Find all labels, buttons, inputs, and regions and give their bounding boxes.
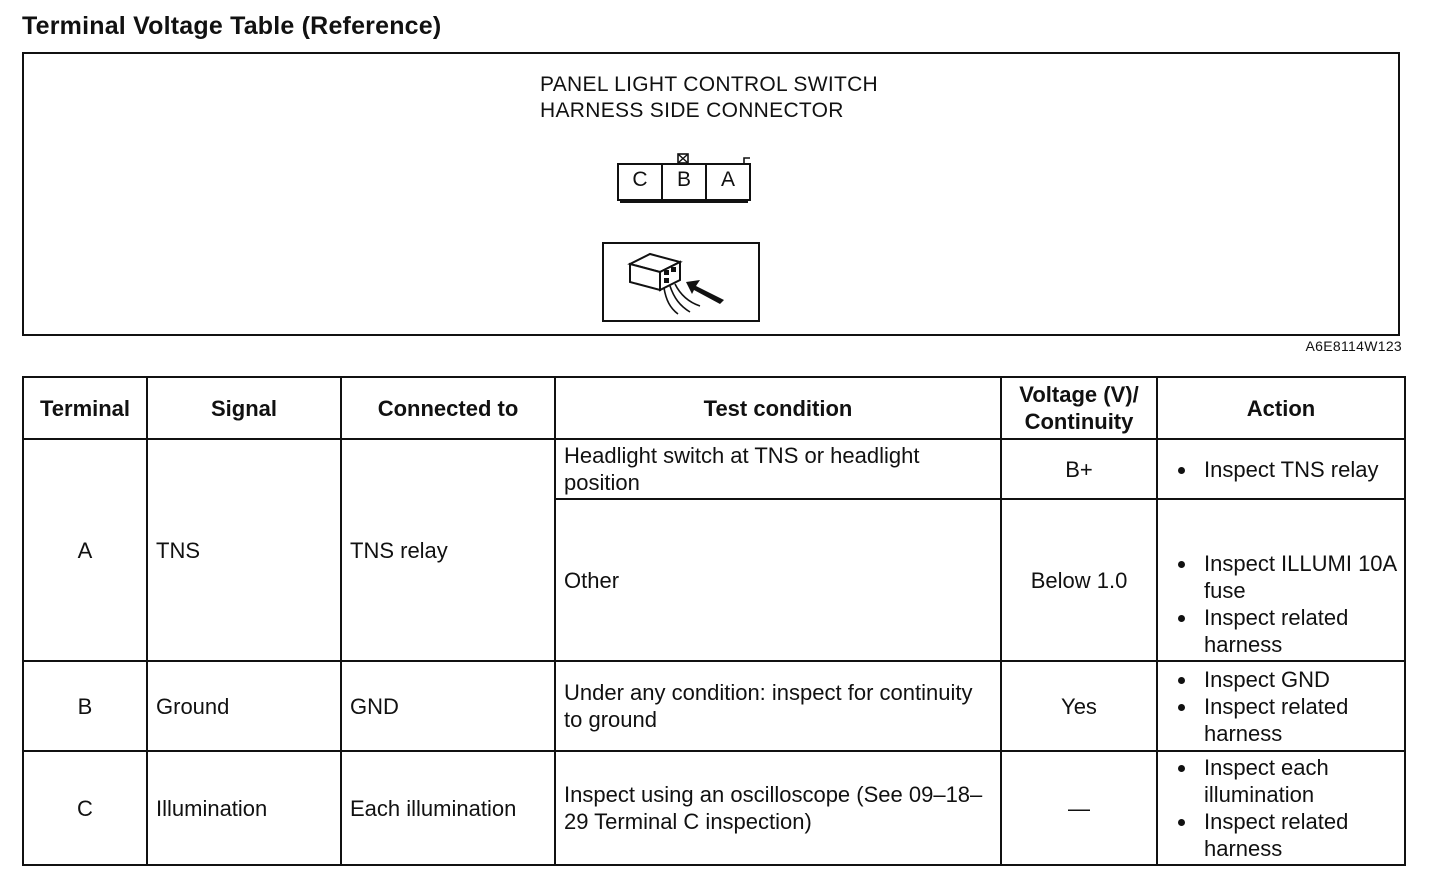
- pin-b-label: B: [676, 168, 691, 191]
- harness-side-view-icon: [602, 242, 760, 322]
- header-connected-to: Connected to: [341, 377, 555, 439]
- pin-c-label: C: [632, 168, 648, 191]
- connector-diagram: [22, 52, 1400, 336]
- cell-terminal: C: [23, 751, 147, 865]
- header-action: Action: [1157, 377, 1405, 439]
- page-title: Terminal Voltage Table (Reference): [22, 12, 442, 40]
- cell-test-condition: Headlight switch at TNS or headlight position: [555, 439, 1001, 499]
- action-item: Inspect ILLUMI 10A fuse: [1166, 550, 1396, 604]
- cell-signal: Ground: [147, 661, 341, 751]
- cell-voltage: Yes: [1001, 661, 1157, 751]
- cell-test-condition: Under any condition: inspect for continuity to ground: [555, 661, 1001, 751]
- cell-action: [1157, 439, 1405, 499]
- figure-code: A6E8114W123: [1305, 338, 1402, 354]
- cell-voltage: B+: [1001, 439, 1157, 499]
- action-item: Inspect TNS relay: [1166, 456, 1396, 483]
- cell-action: [1157, 499, 1405, 661]
- table-row: [23, 751, 1405, 865]
- cell-voltage: —: [1001, 751, 1157, 865]
- action-item: Inspect each illumination: [1166, 754, 1396, 808]
- action-item: Inspect GND: [1166, 666, 1396, 693]
- terminal-voltage-table: [22, 376, 1406, 866]
- cell-signal: Illumination: [147, 751, 341, 865]
- header-voltage-line1: Voltage (V)/: [1019, 382, 1139, 407]
- cell-test-condition: Other: [555, 499, 1001, 661]
- header-test-condition: Test condition: [555, 377, 1001, 439]
- action-item: Inspect related harness: [1166, 604, 1396, 658]
- cell-action: [1157, 751, 1405, 865]
- cell-action: [1157, 661, 1405, 751]
- cell-terminal: A: [23, 439, 147, 661]
- pin-a-label: A: [720, 168, 735, 191]
- header-voltage: [1001, 377, 1157, 439]
- cell-test-condition: Inspect using an oscilloscope (See 09–18–29 Terminal C inspection): [555, 751, 1001, 865]
- diagram-label-line2: HARNESS SIDE CONNECTOR: [540, 99, 844, 122]
- table-row: [23, 661, 1405, 751]
- header-voltage-line2: Continuity: [1024, 409, 1134, 434]
- cell-terminal: B: [23, 661, 147, 751]
- action-item: Inspect related harness: [1166, 693, 1396, 747]
- cell-connected-to: Each illumination: [341, 751, 555, 865]
- cell-signal: TNS: [147, 439, 341, 661]
- table-row: [23, 439, 1405, 499]
- cell-connected-to: TNS relay: [341, 439, 555, 661]
- cell-voltage: Below 1.0: [1001, 499, 1157, 661]
- header-terminal: Terminal: [23, 377, 147, 439]
- header-signal: Signal: [147, 377, 341, 439]
- diagram-label-line1: PANEL LIGHT CONTROL SWITCH: [540, 73, 879, 96]
- table-header-row: [23, 377, 1405, 439]
- cell-connected-to: GND: [341, 661, 555, 751]
- harness-connector: [614, 150, 754, 204]
- action-item: Inspect related harness: [1166, 808, 1396, 862]
